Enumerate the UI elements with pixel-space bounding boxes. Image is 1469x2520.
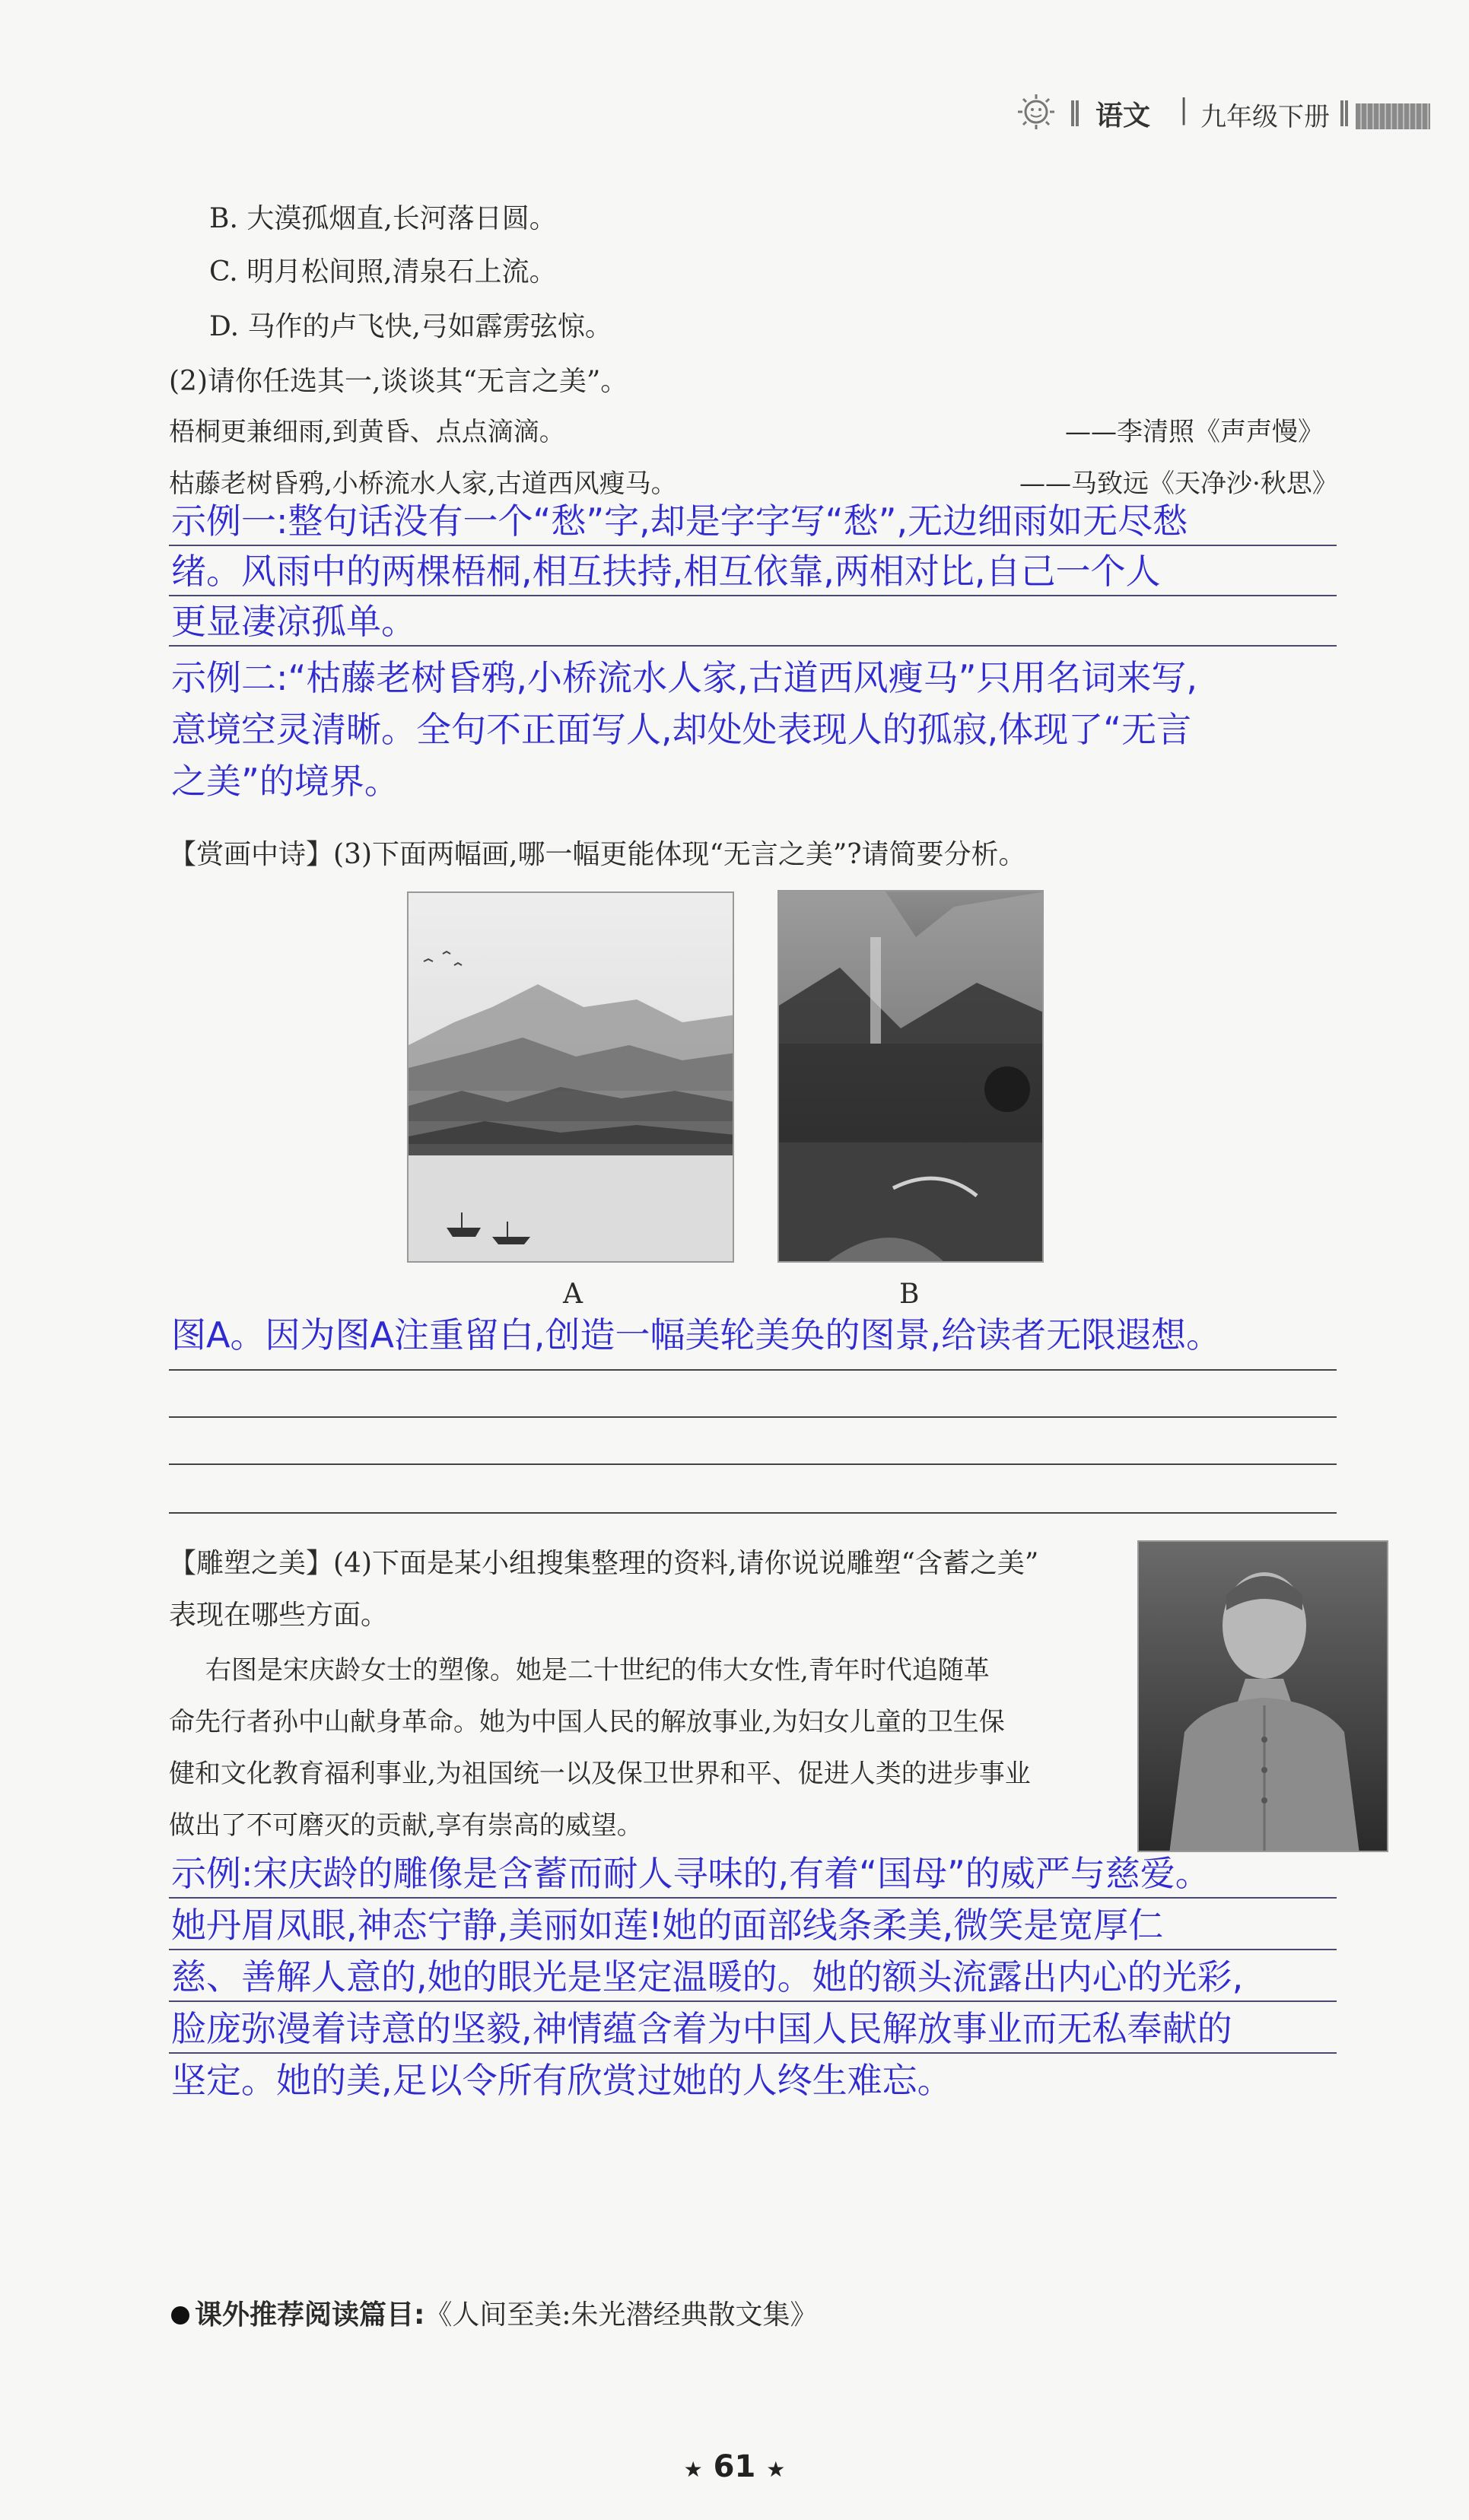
statue-icon	[1139, 1542, 1388, 1852]
q4-material-line2: 命先行者孙中山献身革命。她为中国人民的解放事业,为妇女儿童的卫生保	[169, 1707, 1005, 1737]
header-separator: |	[1179, 94, 1189, 126]
page-number-value: 61	[713, 2449, 756, 2484]
sun-face-icon	[1013, 93, 1059, 131]
q4-answer-line5: 坚定。她的美,足以令所有欣赏过她的人终生难忘。	[171, 2060, 952, 2101]
option-b: B. 大漠孤烟直,长河落日圆。	[209, 203, 557, 234]
page-number	[0, 2449, 1469, 2484]
q4-material-line3: 健和文化教育福利事业,为祖国统一以及保卫世界和平、促进人类的进步事业	[169, 1759, 1031, 1789]
answer-line	[169, 1512, 1337, 1514]
q2-answer2-line1: 示例二:“枯藤老树昏鸦,小桥流水人家,古道西风瘦马”只用名词来写,	[171, 657, 1198, 698]
answer-underline	[169, 545, 1337, 546]
q4-prompt-line2: 表现在哪些方面。	[169, 1600, 389, 1631]
star-icon: ★	[683, 2457, 703, 2482]
q4-material-line1: 右图是宋庆龄女士的塑像。她是二十世纪的伟大女性,青年时代追随革	[205, 1655, 990, 1686]
q4-answer-line2: 她丹眉凤眼,神态宁静,美丽如莲!她的面部线条柔美,微笑是宽厚仁	[171, 1905, 1164, 1946]
answer-underline	[169, 645, 1337, 647]
answer-line	[169, 1416, 1337, 1418]
q4-material-line4: 做出了不可磨灭的贡献,享有崇高的威望。	[169, 1810, 643, 1841]
answer-underline	[169, 595, 1337, 596]
q2-answer1-line3: 更显凄凉孤单。	[171, 601, 416, 642]
sculpture-photo	[1137, 1540, 1388, 1852]
mountain-painting-icon	[779, 891, 1044, 1263]
painting-b-label: B	[899, 1279, 920, 1310]
header-divider	[1071, 100, 1079, 126]
q3-prompt: 【赏画中诗】(3)下面两幅画,哪一幅更能体现“无言之美”?请简要分析。	[169, 839, 1026, 870]
reading-label: 课外推荐阅读篇目:	[195, 2299, 425, 2331]
answer-underline	[169, 1949, 1337, 1950]
painting-a-label: A	[563, 1279, 583, 1310]
q3-answer: 图A。因为图A注重留白,创造一幅美轮美奂的图景,给读者无限遐想。	[171, 1314, 1222, 1355]
painting-b	[777, 890, 1044, 1263]
bullet-icon	[171, 2306, 189, 2325]
painting-a	[407, 891, 734, 1263]
poem2-source: ——马致远《天净沙·秋思》	[1019, 469, 1338, 499]
q2-answer1-line2: 绪。风雨中的两棵梧桐,相互扶持,相互依靠,两相对比,自己一个人	[171, 551, 1161, 592]
q4-prompt-line1: 【雕塑之美】(4)下面是某小组搜集整理的资料,请你说说雕塑“含蓄之美”	[169, 1548, 1039, 1579]
q4-answer-line1: 示例:宋庆龄的雕像是含蓄而耐人寻味的,有着“国母”的威严与慈爱。	[171, 1853, 1210, 1894]
header-subject: 语文	[1095, 100, 1151, 132]
q2-prompt: (2)请你任选其一,谈谈其“无言之美”。	[169, 366, 628, 397]
poem1-source: ——李清照《声声慢》	[1065, 417, 1324, 447]
answer-underline	[169, 1897, 1337, 1899]
q2-answer1-line1: 示例一:整句话没有一个“愁”字,却是字字写“愁”,无边细雨如无尽愁	[171, 501, 1188, 542]
answer-underline	[169, 2052, 1337, 2054]
landscape-painting-icon	[409, 893, 734, 1263]
poem2-line: 枯藤老树昏鸦,小桥流水人家,古道西风瘦马。	[169, 469, 677, 499]
answer-line	[169, 1463, 1337, 1465]
answer-underline	[169, 2000, 1337, 2002]
poem1-line: 梧桐更兼细雨,到黄昏、点点滴滴。	[169, 417, 565, 447]
header-grade: 九年级下册	[1200, 102, 1330, 132]
option-c: C. 明月松间照,清泉石上流。	[209, 256, 557, 288]
q2-answer2-line3: 之美”的境界。	[171, 761, 399, 802]
star-icon: ★	[766, 2457, 786, 2482]
reading-title: 《人间至美:朱光潜经典散文集》	[424, 2299, 818, 2331]
option-d: D. 马作的卢飞快,弓如霹雳弦惊。	[209, 311, 612, 342]
q2-answer2-line2: 意境空灵清晰。全句不正面写人,却处处表现人的孤寂,体现了“无言	[171, 709, 1192, 750]
header-shade-bar	[1356, 103, 1430, 129]
q4-answer-line4: 脸庞弥漫着诗意的坚毅,神情蕴含着为中国人民解放事业而无私奉献的	[171, 2008, 1232, 2049]
page-header	[1004, 91, 1430, 137]
header-divider	[1340, 100, 1348, 126]
answer-line	[169, 1369, 1337, 1371]
reading-recommendation	[195, 2300, 818, 2331]
q4-answer-line3: 慈、善解人意的,她的眼光是坚定温暖的。她的额头流露出内心的光彩,	[171, 1956, 1244, 1997]
